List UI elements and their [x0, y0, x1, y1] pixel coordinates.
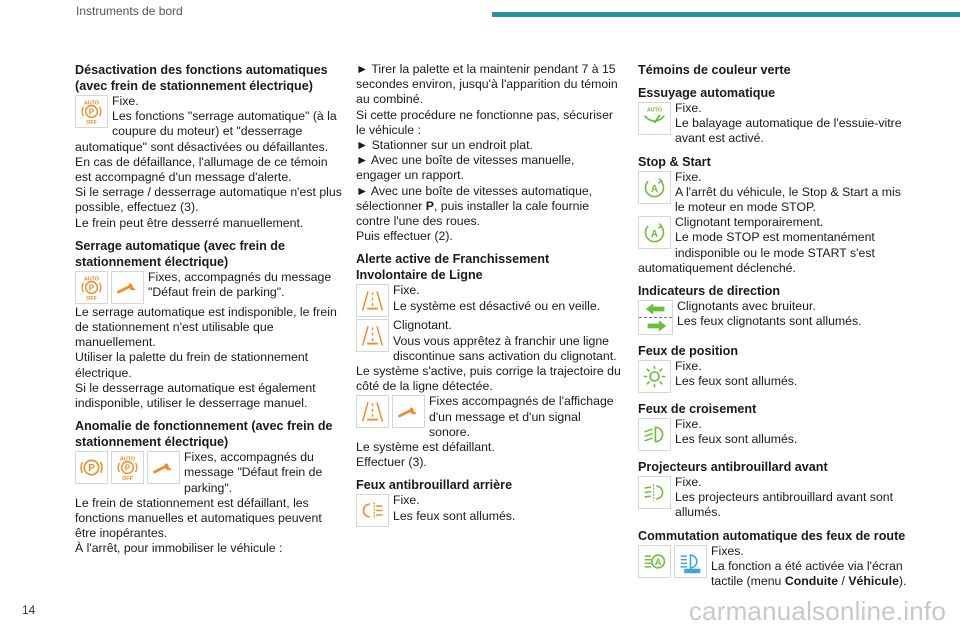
parking-brake-icon — [75, 451, 108, 484]
paragraph: Le système est défaillant. — [356, 440, 495, 455]
rear-fog-icon — [356, 494, 389, 527]
indicator-state: Fixes, accompagnés du message "Défaut frein de parking". — [148, 269, 332, 300]
section-header-title: Instruments de bord — [76, 4, 183, 18]
paragraph: Effectuer (3). — [356, 455, 427, 470]
text-fragment: ► Avec une boîte de vitesses automatique, sélectionner — [356, 183, 593, 213]
indicator-entry — [638, 544, 908, 590]
indicator-entry — [356, 394, 621, 440]
column-right — [638, 62, 908, 589]
paragraph: Si le serrage / desserrage automatique n'est plus possible, effectuez (3). — [75, 185, 342, 215]
auto-parking-brake-off-icon — [111, 451, 144, 484]
indicator-entry — [356, 493, 621, 528]
indicator-description: Les projecteurs antibrouillard avant sont allumés. — [675, 490, 894, 520]
section-title: Alerte active de Franchissement Involontaire de Ligne — [356, 252, 550, 283]
paragraph: Si le desserrage automatique est également indisponible, utiliser le desserrage manuel. — [75, 380, 316, 411]
watermark: carmanualsonline.info — [688, 596, 946, 626]
indicator-entry — [356, 283, 621, 318]
paragraph: Le serrage automatique est indisponible, le frein de stationnement n'est utilisable que manuellement. — [75, 304, 337, 350]
lane-departure-icon — [356, 395, 389, 428]
wrench-icon — [147, 451, 180, 484]
section-title: Serrage automatique (avec frein de stationnement électrique) — [75, 238, 285, 269]
wrench-icon — [111, 271, 144, 304]
indicator-entry — [638, 215, 908, 276]
auto-parking-brake-off-icon — [75, 95, 108, 128]
auto-high-beam-icon — [674, 545, 707, 578]
indicator-description: Les feux sont allumés. — [393, 508, 516, 523]
subsection-title: Feux de croisement — [638, 402, 757, 417]
column-left — [75, 62, 343, 557]
indicator-state: Clignotant. — [393, 318, 452, 333]
indicator-description: Les fonctions "serrage automatique" (à la coupure du moteur) et "desserrage automatique" sont désactivées ou défaillantes. — [75, 109, 337, 154]
auto-wiper-icon — [638, 102, 671, 135]
indicator-description: A l'arrêt du véhicule, le Stop & Start a mis le moteur en mode STOP. — [675, 184, 901, 215]
menu-name: Véhicule — [848, 574, 899, 589]
indicator-description: Vous vous apprêtez à franchir une ligne discontinue sans activation du clignotant. — [393, 333, 617, 363]
indicator-entry — [638, 101, 908, 147]
paragraph: À l'arrêt, pour immobiliser le véhicule : — [75, 541, 283, 556]
indicator-entry — [75, 94, 343, 155]
subsection-title: Commutation automatique des feux de route — [638, 528, 906, 543]
text-fragment: La fonction a été activée via l'écran tactile (menu — [711, 558, 903, 589]
indicator-entry — [638, 417, 908, 452]
subsection-title: Stop & Start — [638, 154, 711, 169]
indicator-state: Fixes. — [711, 543, 744, 558]
subsection-title: Projecteurs antibrouillard avant — [638, 460, 828, 475]
paragraph: Puis effectuer (2). — [356, 229, 453, 244]
indicator-description: Les feux sont allumés. — [675, 432, 798, 447]
indicator-entry — [638, 170, 908, 216]
section-title: Désactivation des fonctions automatiques (avec frein de stationnement électrique) — [75, 63, 328, 93]
indicator-state: Fixe. — [675, 101, 702, 115]
lane-departure-icon — [356, 284, 389, 317]
lane-departure-icon — [356, 319, 389, 352]
indicator-entry — [75, 270, 343, 305]
text-fragment: / — [838, 574, 849, 589]
subsection-title: Indicateurs de direction — [638, 284, 781, 299]
indicator-state: Fixe. — [393, 283, 420, 298]
subsection-title: Essuyage automatique — [638, 86, 776, 100]
header-accent-bar — [492, 12, 960, 17]
indicator-state: Fixe. — [675, 359, 702, 374]
indicator-state: Fixes accompagnés de l'affichage d'un message et d'un signal sonore. — [429, 394, 614, 439]
paragraph: ► Stationner sur un endroit plat. — [356, 138, 533, 153]
indicator-entry — [356, 318, 621, 364]
paragraph: Le frein de stationnement est défaillant, les fonctions manuelles et automatiques peuvent être inopérantes. — [75, 495, 322, 541]
low-beam-icon — [638, 418, 671, 451]
indicator-state: Fixe. — [675, 475, 702, 490]
indicator-entry — [638, 299, 908, 336]
page-number: 14 — [22, 603, 36, 617]
wrench-icon — [392, 395, 425, 428]
paragraph: Si cette procédure ne fonctionne pas, sécuriser le véhicule : — [356, 107, 614, 137]
section-title: Témoins de couleur verte — [638, 63, 791, 77]
paragraph — [356, 184, 621, 230]
stop-start-icon — [638, 216, 671, 249]
text-fragment: ). — [898, 574, 907, 589]
text-fragment: , puis installer la cale fournie contre l'une des roues. — [356, 198, 590, 229]
paragraph: ► Tirer la palette et la maintenir pendant 7 à 15 secondes environ, jusqu'à l'apparition du témoin au combiné. — [356, 62, 618, 107]
indicator-state: Fixe. — [675, 417, 702, 432]
front-fog-icon — [638, 476, 671, 509]
indicator-state: Fixe. — [675, 169, 702, 184]
direction-indicators-icon — [638, 300, 673, 335]
auto-high-beam-icon — [638, 545, 671, 578]
menu-name: Conduite — [784, 574, 839, 589]
indicator-description: Le mode STOP est momentanément indisponible ou le mode START s'est automatiquement déclenché. — [638, 230, 875, 275]
indicator-description: Le balayage automatique de l'essuie-vitre avant est activé. — [675, 116, 902, 146]
section-title: Feux antibrouillard arrière — [356, 478, 513, 493]
indicator-state: Fixe. — [393, 493, 420, 508]
paragraph: En cas de défaillance, l'allumage de ce témoin est accompagné d'un message d'alerte. — [75, 154, 328, 185]
text-bold: P — [425, 198, 434, 213]
indicator-state: Fixe. — [112, 94, 139, 108]
indicator-entry — [638, 359, 908, 394]
indicator-state: Clignotant temporairement. — [675, 215, 824, 230]
paragraph: Le frein peut être desserré manuellement. — [75, 215, 304, 230]
column-middle — [356, 62, 621, 528]
indicator-description: Les feux sont allumés. — [675, 374, 798, 389]
indicator-description: Les feux clignotants sont allumés. — [677, 314, 862, 329]
indicator-entry — [638, 475, 908, 521]
indicator-description: Le système est désactivé ou en veille. — [393, 298, 601, 313]
paragraph: Utiliser la palette du frein de stationnement électrique. — [75, 350, 309, 380]
position-lights-icon — [638, 360, 671, 393]
stop-start-icon — [638, 171, 671, 204]
subsection-title: Feux de position — [638, 344, 739, 359]
paragraph: Le système s'active, puis corrige la trajectoire du côté de la ligne détectée. — [356, 364, 621, 394]
indicator-entry — [75, 450, 343, 496]
indicator-state: Clignotants avec bruiteur. — [677, 299, 816, 314]
indicator-state: Fixes, accompagnés du message "Défaut frein de parking". — [184, 450, 323, 495]
auto-parking-brake-off-icon — [75, 271, 108, 304]
paragraph: ► Avec une boîte de vitesses manuelle, engager un rapport. — [356, 153, 575, 183]
section-title: Anomalie de fonctionnement (avec frein de stationnement électrique) — [75, 419, 333, 450]
